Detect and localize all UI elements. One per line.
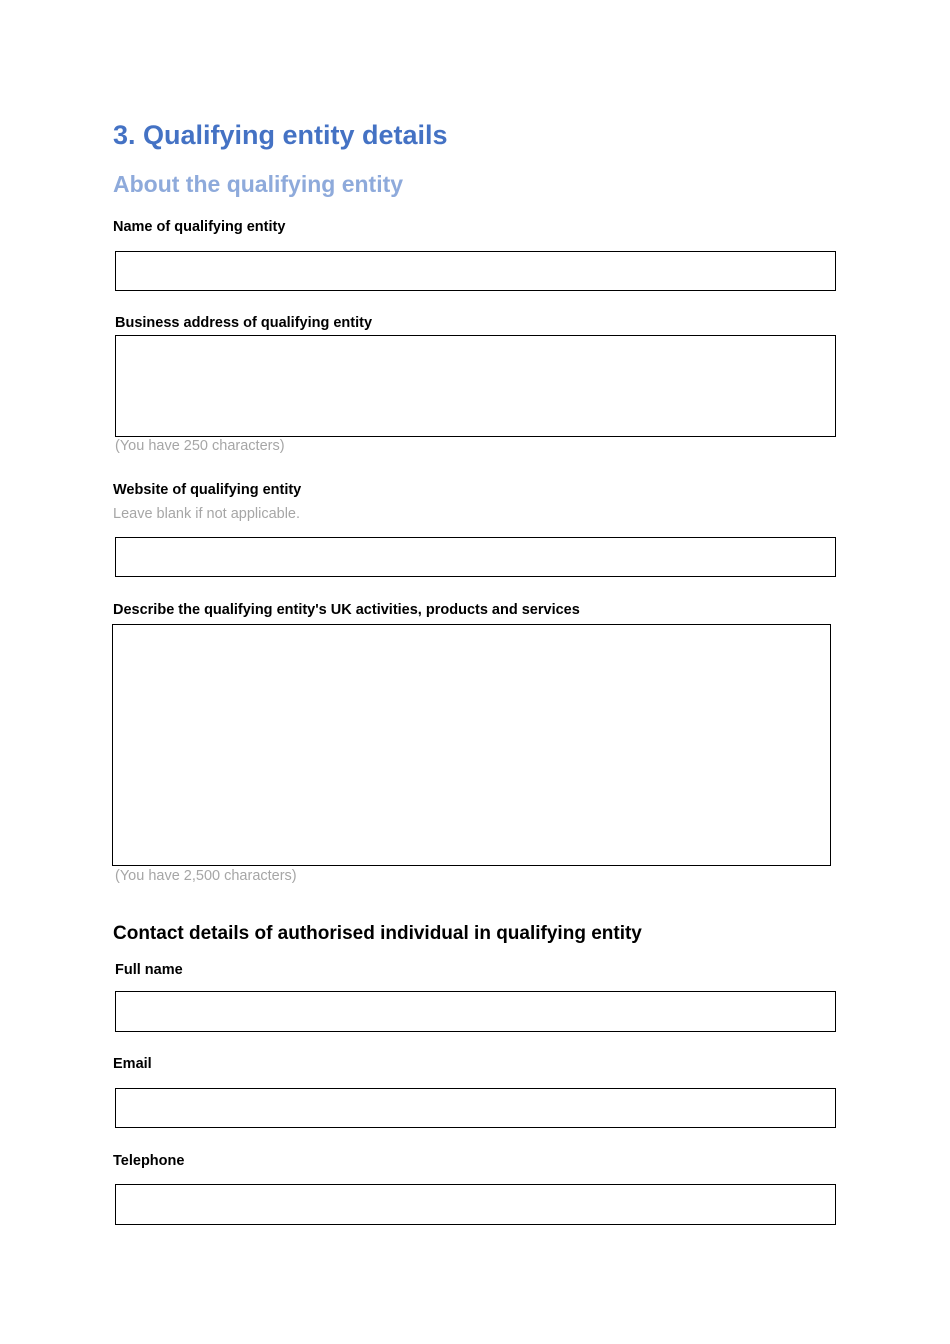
entity-name-label: Name of qualifying entity — [113, 219, 286, 235]
business-address-textarea[interactable] — [115, 335, 836, 437]
activities-char-counter: (You have 2,500 characters) — [115, 868, 297, 884]
address-char-counter: (You have 250 characters) — [115, 438, 285, 454]
telephone-input[interactable] — [115, 1184, 836, 1225]
telephone-label: Telephone — [113, 1153, 185, 1169]
website-hint: Leave blank if not applicable. — [113, 506, 301, 522]
entity-name-input[interactable] — [115, 251, 836, 291]
contact-section-title: Contact details of authorised individual in qualifying entity — [113, 923, 642, 944]
website-input[interactable] — [115, 537, 836, 577]
full-name-label: Full name — [115, 962, 183, 978]
business-address-label: Business address of qualifying entity — [115, 315, 373, 331]
email-input[interactable] — [115, 1088, 836, 1128]
full-name-input[interactable] — [115, 991, 836, 1032]
activities-label: Describe the qualifying entity's UK activities, products and services — [113, 602, 580, 618]
section-title: 3. Qualifying entity details — [113, 120, 448, 150]
activities-textarea[interactable] — [112, 624, 831, 866]
email-label: Email — [113, 1056, 152, 1072]
website-label: Website of qualifying entity — [113, 482, 302, 498]
section-subtitle: About the qualifying entity — [113, 171, 404, 197]
